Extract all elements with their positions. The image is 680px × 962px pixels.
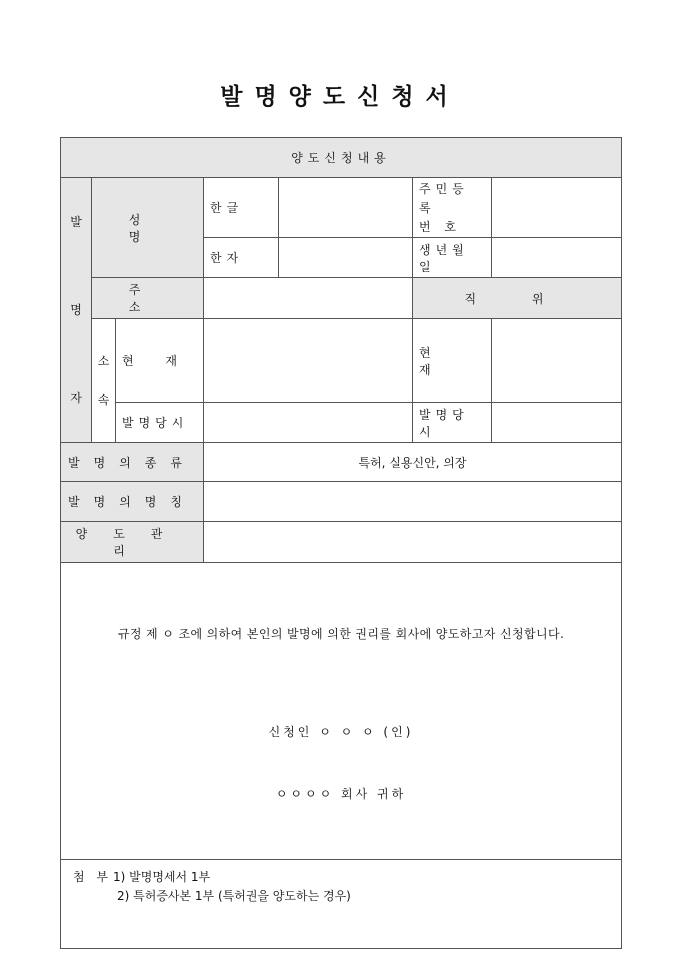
rrn-field[interactable] bbox=[492, 178, 622, 238]
position-at-invention-field[interactable] bbox=[492, 403, 622, 443]
attachment-item: 1) 발명명세서 1부 bbox=[113, 870, 211, 884]
current-affiliation-label: 현 재 bbox=[116, 319, 204, 403]
recipient-line: ㅇㅇㅇㅇ 회사 귀하 bbox=[275, 787, 407, 801]
declaration-statement: 규정 제 ㅇ 조에 의하여 본인의 발명에 의한 권리를 회사에 양도하고자 신청합니다. bbox=[117, 627, 565, 641]
affiliation-at-invention-label: 발명당시 bbox=[116, 403, 204, 443]
transfer-management-field[interactable] bbox=[204, 522, 622, 563]
invention-type-value: 특허, 실용신안, 의장 bbox=[204, 443, 622, 482]
invention-title-field[interactable] bbox=[204, 482, 622, 522]
address-label: 주 소 bbox=[92, 278, 204, 319]
invention-type-label: 발명의종류 bbox=[61, 443, 204, 482]
birthdate-field[interactable] bbox=[492, 238, 622, 278]
rrn-label bbox=[413, 178, 492, 238]
inventor-label bbox=[61, 178, 92, 443]
affiliation-label bbox=[92, 319, 116, 443]
invention-title-label: 발명의명칭 bbox=[61, 482, 204, 522]
inventor-label-char: 명 bbox=[70, 303, 82, 317]
current-position-label: 현 재 bbox=[413, 319, 492, 403]
current-affiliation-field[interactable] bbox=[204, 319, 413, 403]
hanja-name-field[interactable] bbox=[279, 238, 413, 278]
applicant-signature-line: 신청인 ㅇ ㅇ ㅇ (인) bbox=[268, 725, 414, 739]
affiliation-label-char: 속 bbox=[97, 392, 110, 407]
rrn-label-line: 번 호 bbox=[419, 220, 461, 234]
hangul-name-field[interactable] bbox=[279, 178, 413, 238]
attachment-row bbox=[73, 868, 609, 887]
hanja-label: 한자 bbox=[204, 238, 279, 278]
affiliation-at-invention-field[interactable] bbox=[204, 403, 413, 443]
attachment-item: 2) 특허증사본 1부 (특허권을 양도하는 경우) bbox=[117, 889, 351, 903]
transfer-application-form bbox=[60, 137, 622, 949]
affiliation-label-char: 소 bbox=[97, 353, 110, 368]
current-position-field[interactable] bbox=[492, 319, 622, 403]
position-at-invention-label: 발명당시 bbox=[413, 403, 492, 443]
position-label: 직 위 bbox=[413, 278, 622, 319]
transfer-management-label: 양도관리 bbox=[61, 522, 204, 563]
hangul-label: 한글 bbox=[204, 178, 279, 238]
name-label: 성 명 bbox=[92, 178, 204, 278]
inventor-label-char: 자 bbox=[70, 391, 82, 405]
section-header: 양도신청내용 bbox=[61, 138, 622, 178]
inventor-label-char: 발 bbox=[70, 215, 82, 229]
document-title: 발명양도신청서 bbox=[220, 83, 460, 110]
declaration-section bbox=[61, 563, 622, 860]
birthdate-label: 생년월일 bbox=[413, 238, 492, 278]
address-field[interactable] bbox=[204, 278, 413, 319]
attachment-label: 첨 부 bbox=[73, 870, 112, 884]
rrn-label-line: 주민등록 bbox=[419, 182, 469, 215]
attachments-section bbox=[61, 860, 622, 949]
